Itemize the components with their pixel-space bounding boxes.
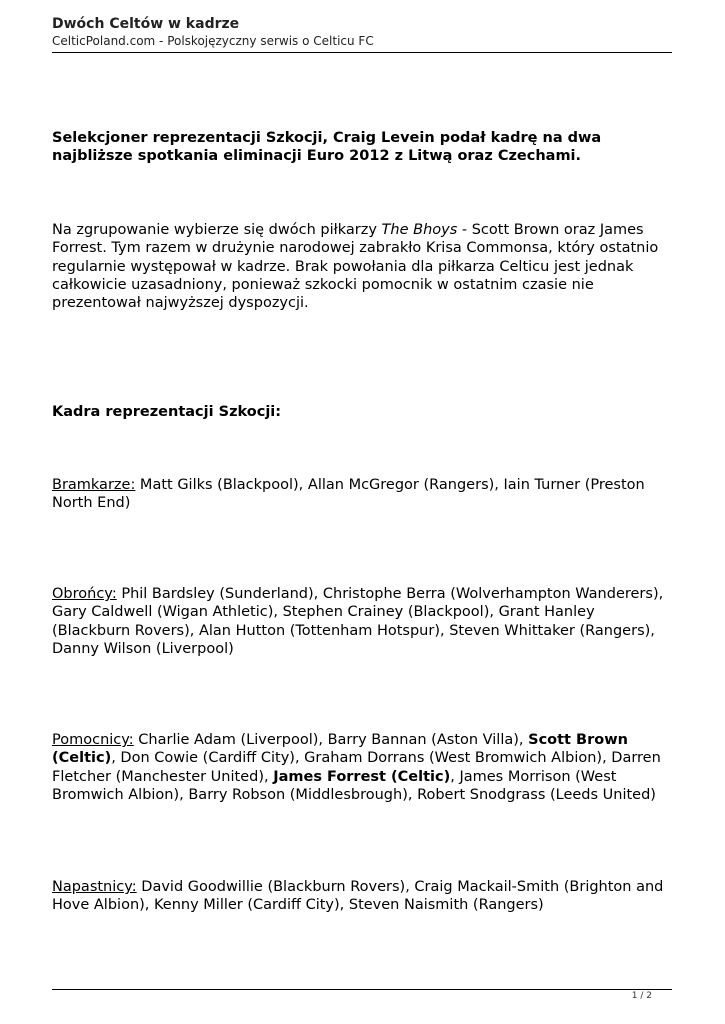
midfielders-players-3: , James Morrison (West Bromwich Albion), Barry Robson (Middlesbrough), Robert Snodgrass (Leeds United) bbox=[52, 768, 656, 803]
goalkeepers-paragraph bbox=[52, 476, 677, 513]
forwards-paragraph bbox=[52, 878, 677, 915]
footer-divider bbox=[52, 989, 672, 990]
article-lead: Selekcjoner reprezentacji Szkocji, Craig Levein podał kadrę na dwa najbliższe spotkania eliminacji Euro 2012 z Litwą oraz Czechami. bbox=[52, 130, 602, 165]
midfielders-label: Pomocnicy: bbox=[52, 732, 134, 748]
document-title: Dwóch Celtów w kadrze bbox=[52, 16, 240, 32]
defenders-players: Phil Bardsley (Sunderland), Christophe Berra (Wolverhampton Wanderers), Gary Caldwell (Wigan Athletic), Stephen Crainey (Blackpool), Grant Hanley (Blackburn Rovers), Alan Hutton (Tottenham Hotspur), Steven Whittaker (Rangers), Danny Wilson (Liverpool) bbox=[52, 586, 664, 657]
page-header bbox=[52, 16, 672, 49]
intro-italic-team: The Bhoys bbox=[381, 222, 458, 238]
intro-text-2: - Scott Brown oraz James Forrest. Tym razem w drużynie narodowej zabrakło Krisa Commonsa, który ostatnio regularnie występował w kadrze. Brak powołania dla piłkarza Celticu jest jednak całkowicie uzasadniony, ponieważ szkocki pomocnik w ostatnim czasie nie prezentował najwyższej dyspozycji. bbox=[52, 222, 659, 312]
forwards-players: David Goodwillie (Blackburn Rovers), Craig Mackail-Smith (Brighton and Hove Albion), Kenny Miller (Cardiff City), Steven Naismith (Rangers) bbox=[52, 879, 664, 914]
goalkeepers-players: Matt Gilks (Blackpool), Allan McGregor (Rangers), Iain Turner (Preston North End) bbox=[52, 477, 645, 512]
midfielder-highlight-brown: Scott Brown (Celtic) bbox=[52, 732, 628, 767]
goalkeepers-label: Bramkarze: bbox=[52, 477, 136, 493]
midfielders-players-1: Charlie Adam (Liverpool), Barry Bannan (Aston Villa), bbox=[133, 732, 529, 748]
intro-text-1: Na zgrupowanie wybierze się dwóch piłkarzy bbox=[52, 222, 382, 238]
midfielder-highlight-forrest: James Forrest (Celtic) bbox=[273, 768, 451, 785]
forwards-label: Napastnicy: bbox=[52, 879, 137, 895]
defenders-label: Obrońcy: bbox=[52, 586, 117, 602]
page-number: 1 / 2 bbox=[631, 991, 652, 1001]
header-divider bbox=[52, 52, 672, 53]
midfielders-paragraph bbox=[52, 731, 677, 804]
defenders-paragraph bbox=[52, 585, 677, 658]
midfielders-players-2: , Don Cowie (Cardiff City), Graham Dorrans (West Bromwich Albion), Darren Fletcher (Manchester United), bbox=[52, 750, 661, 785]
article-intro bbox=[52, 221, 677, 312]
squad-heading: Kadra reprezentacji Szkocji: bbox=[52, 404, 282, 420]
document-subtitle: CelticPoland.com - Polskojęzyczny serwis o Celticu FC bbox=[52, 34, 374, 48]
